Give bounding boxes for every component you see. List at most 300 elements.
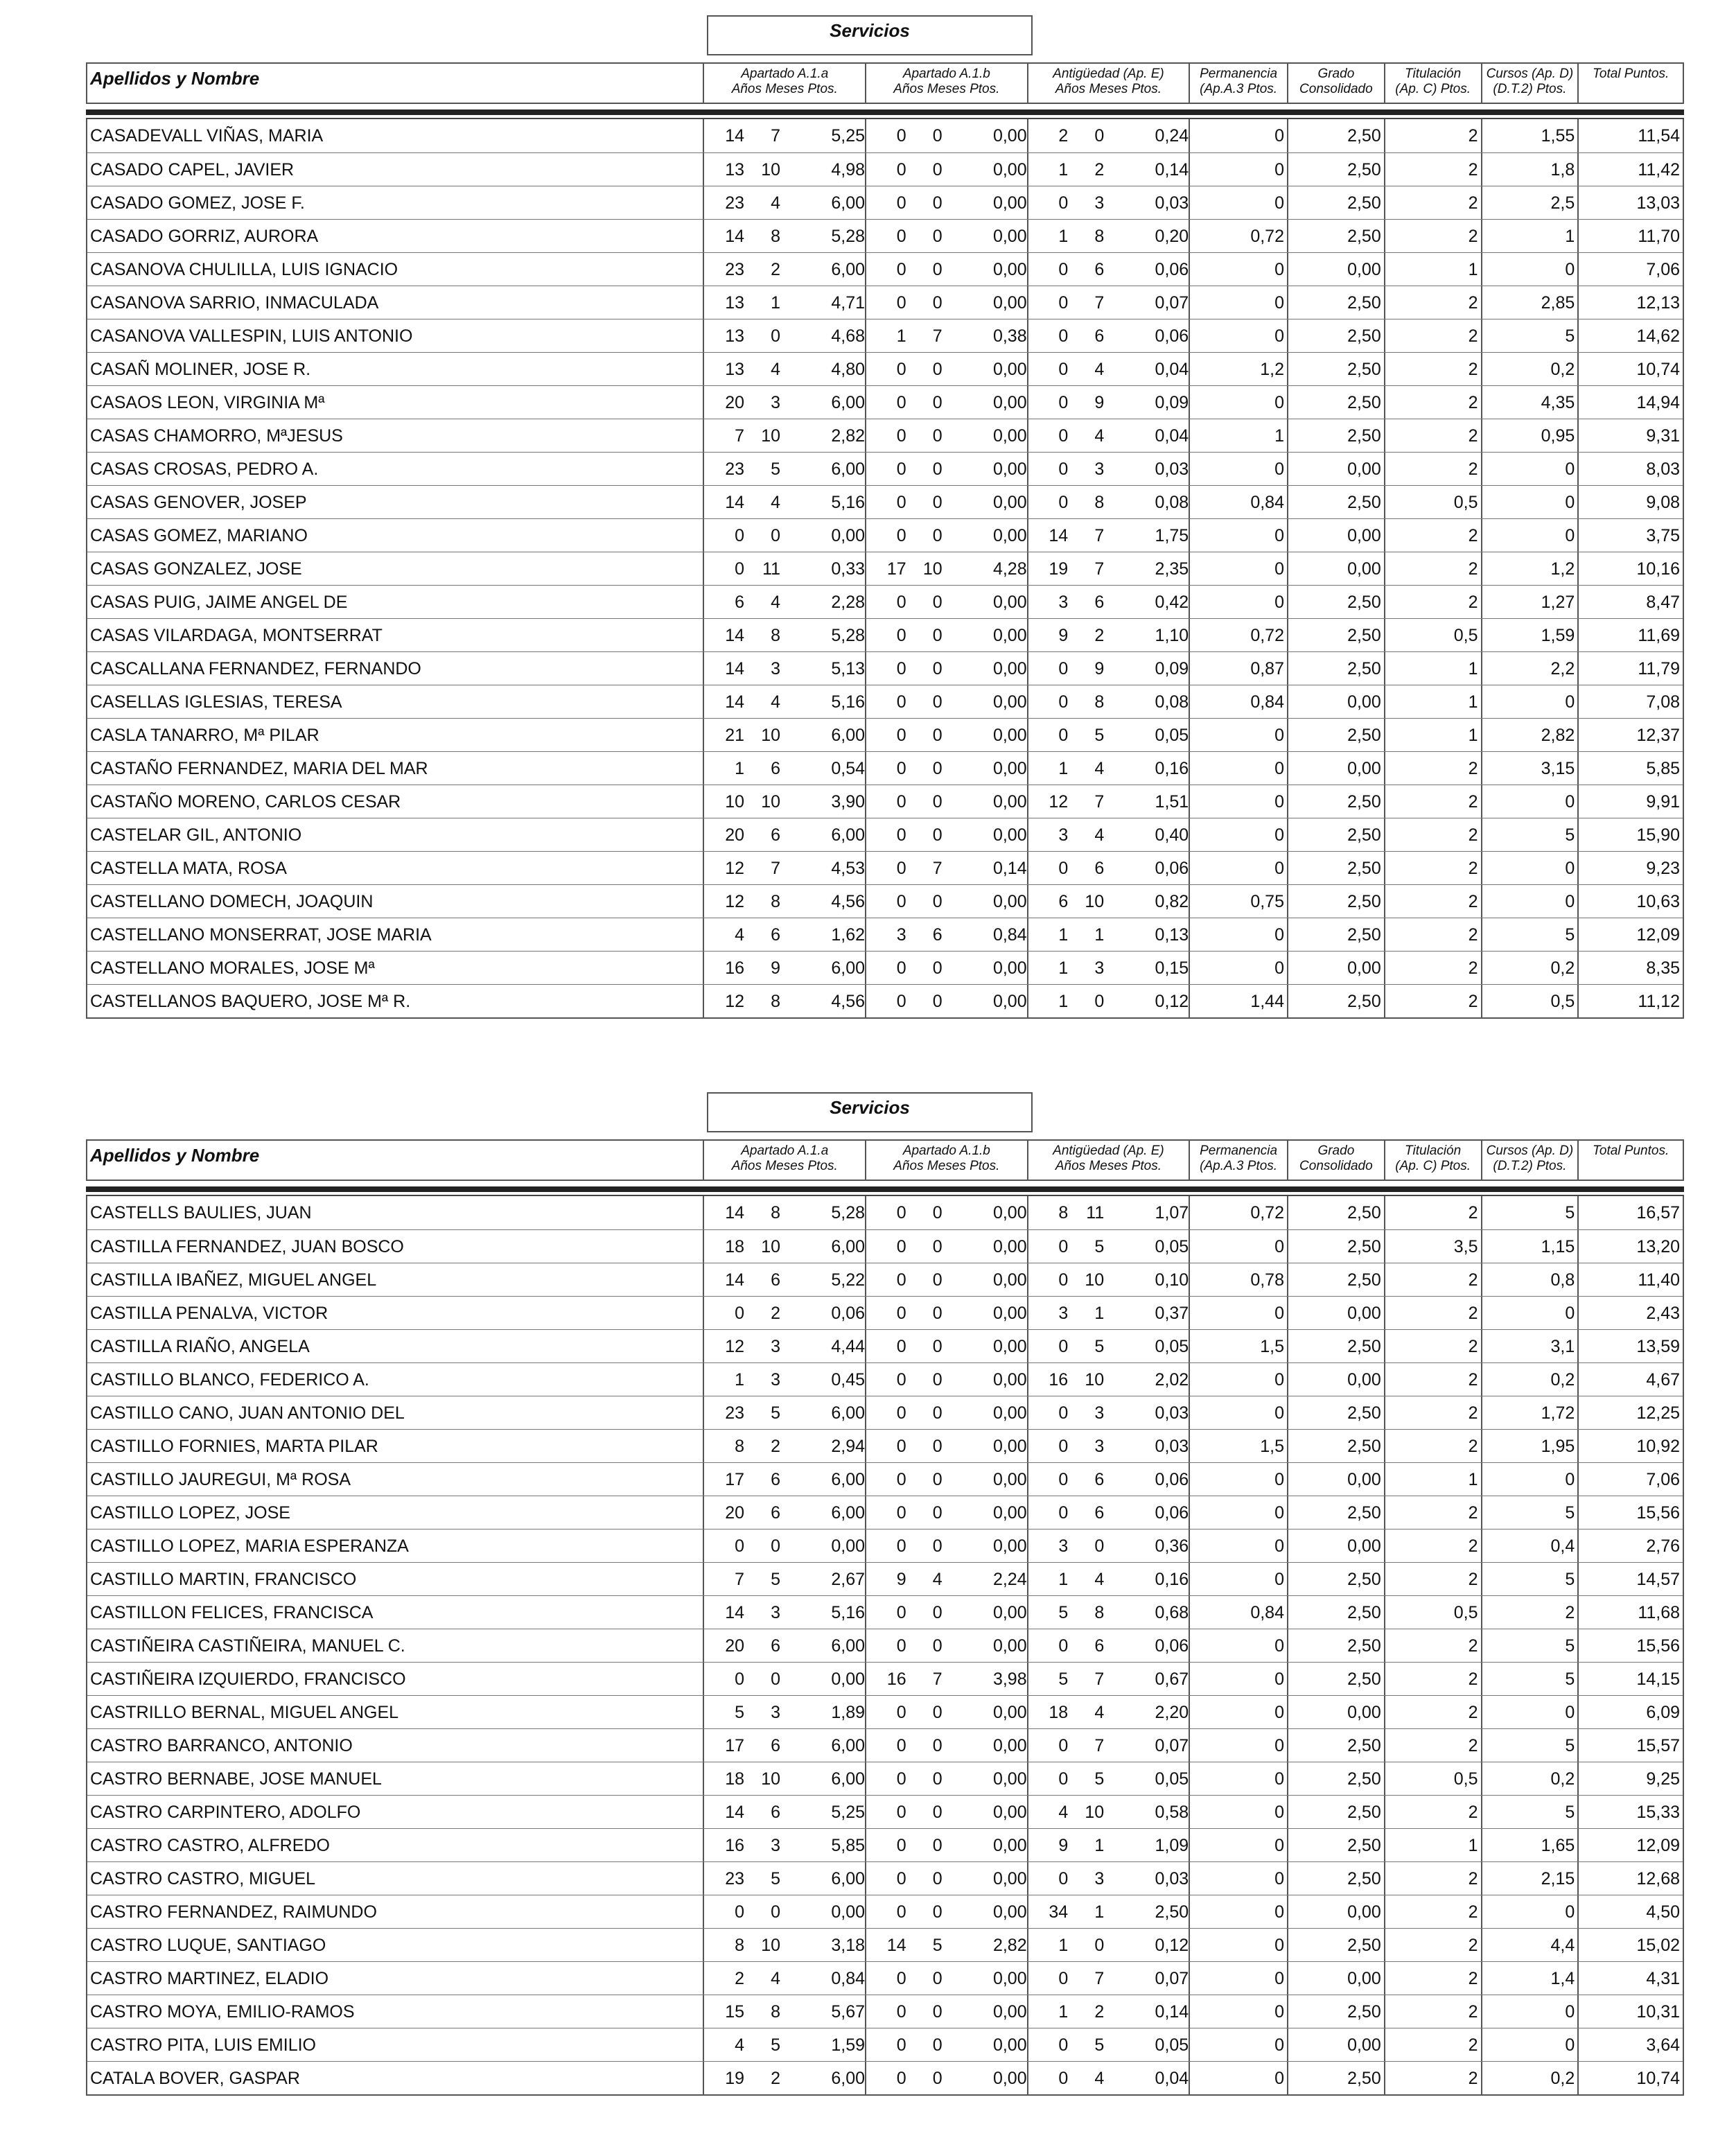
apartado-a1b-cell-ptos: 2,24 xyxy=(992,1569,1027,1589)
antiguedad-cell xyxy=(1028,918,1191,951)
apartado-a1a-cell-meses: 7 xyxy=(771,858,781,878)
cursos-cell: 0,95 xyxy=(1482,419,1579,452)
table-row xyxy=(87,385,1683,419)
antiguedad-cell xyxy=(1028,186,1191,219)
apartado-a1a-cell-anos: 8 xyxy=(735,1436,745,1456)
apartado-a1b-cell xyxy=(866,619,1028,651)
grado-cell: 2,50 xyxy=(1288,220,1385,252)
apartado-a1b-cell-anos: 0 xyxy=(896,1536,906,1556)
grado-cell: 2,50 xyxy=(1288,319,1385,352)
cursos-cell: 1,4 xyxy=(1482,1962,1579,1995)
antiguedad-cell-meses: 6 xyxy=(1094,858,1105,878)
antiguedad-cell-anos: 0 xyxy=(1058,392,1069,412)
apartado-a1a-cell xyxy=(704,1829,866,1861)
apartado-a1a-cell xyxy=(704,552,866,585)
total-cell: 4,50 xyxy=(1646,1902,1681,1922)
titulacion-cell: 2 xyxy=(1385,319,1482,352)
apartado-a1a-cell-ptos: 0,00 xyxy=(831,1669,866,1689)
apartado-a1a-cell-meses: 6 xyxy=(771,1636,781,1656)
antiguedad-cell-meses: 1 xyxy=(1094,1835,1105,1855)
antiguedad-cell-anos: 3 xyxy=(1058,1303,1069,1323)
apartado-a1b-cell xyxy=(866,652,1028,685)
table-row xyxy=(87,552,1683,585)
apartado-a1a-cell-meses: 8 xyxy=(771,1203,781,1222)
cursos-cell: 5 xyxy=(1482,818,1579,851)
grado-cell: 2,50 xyxy=(1288,1230,1385,1263)
apartado-a1a-cell-ptos: 0,06 xyxy=(831,1303,866,1323)
apartado-a1b-cell-ptos: 3,98 xyxy=(992,1669,1027,1689)
apartado-a1b-cell-anos: 0 xyxy=(896,426,906,446)
apartado-a1b-cell-ptos: 0,00 xyxy=(992,592,1027,612)
total-cell: 13,59 xyxy=(1636,1336,1681,1356)
apartado-a1a-cell xyxy=(704,1430,866,1462)
apartado-a1b-cell-meses: 0 xyxy=(932,1902,943,1922)
table-row xyxy=(87,1728,1683,1762)
apartado-a1a-cell-meses: 6 xyxy=(771,1802,781,1822)
table-row xyxy=(87,851,1683,884)
apartado-a1a-cell-ptos: 6,00 xyxy=(831,392,866,412)
total-cell: 9,08 xyxy=(1646,492,1681,512)
antiguedad-cell-meses: 3 xyxy=(1094,958,1105,978)
apartado-a1a-cell-anos: 13 xyxy=(725,292,745,313)
apartado-a1a-cell-meses: 9 xyxy=(771,958,781,978)
table-row xyxy=(87,1529,1683,1562)
name-cell: CASTILLA RIAÑO, ANGELA xyxy=(87,1330,704,1362)
antiguedad-cell-anos: 16 xyxy=(1049,1369,1069,1390)
grado-cell: 2,50 xyxy=(1288,1829,1385,1861)
total-cell: 7,08 xyxy=(1646,692,1681,712)
apartado-a1a-cell-meses: 5 xyxy=(771,1868,781,1888)
apartado-a1a-cell xyxy=(704,1696,866,1728)
table-row xyxy=(87,1629,1683,1662)
cursos-cell: 5 xyxy=(1482,1629,1579,1662)
cursos-cell: 1,72 xyxy=(1482,1396,1579,1429)
grado-cell: 2,50 xyxy=(1288,1263,1385,1296)
apartado-a1b-cell-meses: 0 xyxy=(932,1868,943,1888)
titulacion-cell: 1 xyxy=(1385,1463,1482,1496)
antiguedad-cell xyxy=(1028,1263,1191,1296)
antiguedad-cell-meses: 0 xyxy=(1094,1536,1105,1556)
name-cell: CASAÑ MOLINER, JOSE R. xyxy=(87,353,704,385)
apartado-a1a-cell-ptos: 0,84 xyxy=(831,1968,866,1988)
apartado-a1b-cell-meses: 0 xyxy=(932,658,943,678)
apartado-a1a-cell-anos: 20 xyxy=(725,392,745,412)
apartado-a1b-cell-meses: 7 xyxy=(932,858,943,878)
table-row xyxy=(87,219,1683,252)
table-row xyxy=(87,1762,1683,1795)
antiguedad-cell-anos: 1 xyxy=(1058,226,1069,246)
apartado-a1a-cell xyxy=(704,586,866,618)
apartado-a1b-cell-meses: 0 xyxy=(932,1968,943,1988)
name-cell: CASTRILLO BERNAL, MIGUEL ANGEL xyxy=(87,1696,704,1728)
header-titulacion: Titulación (Ap. C) Ptos. xyxy=(1385,1141,1482,1180)
name-cell: CASTELLA MATA, ROSA xyxy=(87,852,704,884)
titulacion-cell: 2 xyxy=(1385,1962,1482,1995)
apartado-a1a-cell-anos: 14 xyxy=(725,625,745,645)
grado-cell: 2,50 xyxy=(1288,1796,1385,1828)
apartado-a1b-cell-ptos: 0,00 xyxy=(992,1336,1027,1356)
total-cell: 7,06 xyxy=(1646,1469,1681,1489)
antiguedad-cell-meses: 8 xyxy=(1094,692,1105,712)
antiguedad-cell-meses: 5 xyxy=(1094,1769,1105,1789)
permanencia-cell: 0 xyxy=(1190,1396,1288,1429)
titulacion-cell: 2 xyxy=(1385,552,1482,585)
antiguedad-cell xyxy=(1028,1629,1191,1662)
apartado-a1a-cell-ptos: 6,00 xyxy=(831,1769,866,1789)
name-cell: CASAS PUIG, JAIME ANGEL DE xyxy=(87,586,704,618)
apartado-a1b-cell-ptos: 4,28 xyxy=(992,559,1027,579)
grado-cell: 0,00 xyxy=(1288,2028,1385,2061)
grado-cell: 0,00 xyxy=(1288,1363,1385,1396)
apartado-a1a-cell xyxy=(704,685,866,718)
antiguedad-cell xyxy=(1028,1330,1191,1362)
antiguedad-cell-anos: 0 xyxy=(1058,193,1069,213)
antiguedad-cell-ptos: 0,09 xyxy=(1155,658,1189,678)
apartado-a1a-cell xyxy=(704,1796,866,1828)
grado-cell: 0,00 xyxy=(1288,1895,1385,1928)
apartado-a1a-cell-ptos: 6,00 xyxy=(831,1403,866,1423)
antiguedad-cell xyxy=(1028,652,1191,685)
name-cell: CASELLAS IGLESIAS, TERESA xyxy=(87,685,704,718)
antiguedad-cell-anos: 0 xyxy=(1058,725,1069,745)
name-cell: CASANOVA SARRIO, INMACULADA xyxy=(87,286,704,319)
apartado-a1a-cell-ptos: 5,28 xyxy=(831,1203,866,1222)
table-row xyxy=(87,1861,1683,1895)
total-cell: 11,68 xyxy=(1638,1602,1681,1622)
apartado-a1a-cell-ptos: 6,00 xyxy=(831,193,866,213)
titulacion-cell: 0,5 xyxy=(1385,619,1482,651)
grado-cell: 2,50 xyxy=(1288,985,1385,1017)
antiguedad-cell xyxy=(1028,719,1191,751)
antiguedad-cell-meses: 10 xyxy=(1085,1802,1105,1822)
antiguedad-cell-anos: 4 xyxy=(1058,1802,1069,1822)
header-permanencia: Permanencia (Ap.A.3 Ptos. xyxy=(1190,1141,1288,1180)
apartado-a1b-cell-anos: 0 xyxy=(896,692,906,712)
apartado-a1b-cell-anos: 0 xyxy=(896,725,906,745)
total-cell: 13,20 xyxy=(1636,1236,1681,1256)
antiguedad-cell-ptos: 0,42 xyxy=(1155,592,1189,612)
apartado-a1b-cell-ptos: 0,00 xyxy=(992,1203,1027,1222)
permanencia-cell: 0 xyxy=(1190,186,1288,219)
grado-cell: 2,50 xyxy=(1288,619,1385,651)
apartado-a1b-cell xyxy=(866,1297,1028,1329)
antiguedad-cell-anos: 0 xyxy=(1058,259,1069,279)
table-row xyxy=(87,685,1683,718)
apartado-a1b-cell-meses: 0 xyxy=(932,259,943,279)
permanencia-cell: 0 xyxy=(1190,586,1288,618)
apartado-a1b-cell xyxy=(866,1330,1028,1362)
header-grado: Grado Consolidado xyxy=(1288,1141,1385,1180)
antiguedad-cell xyxy=(1028,386,1191,419)
antiguedad-cell xyxy=(1028,1663,1191,1695)
apartado-a1b-cell-meses: 0 xyxy=(932,359,943,379)
apartado-a1a-cell-ptos: 4,68 xyxy=(831,326,866,346)
apartado-a1b-cell-meses: 0 xyxy=(932,958,943,978)
apartado-a1b-cell xyxy=(866,1563,1028,1595)
grado-cell: 2,50 xyxy=(1288,1729,1385,1762)
grado-cell: 2,50 xyxy=(1288,1663,1385,1695)
apartado-a1b-cell xyxy=(866,1796,1028,1828)
table-row xyxy=(87,1196,1683,1229)
antiguedad-cell-ptos: 1,75 xyxy=(1155,525,1189,545)
antiguedad-cell xyxy=(1028,1829,1191,1861)
total-cell: 12,25 xyxy=(1636,1403,1681,1423)
apartado-a1b-cell-ptos: 0,00 xyxy=(992,1502,1027,1523)
permanencia-cell: 0 xyxy=(1190,918,1288,951)
apartado-a1b-cell-ptos: 0,00 xyxy=(992,825,1027,845)
apartado-a1b-cell-anos: 0 xyxy=(896,459,906,479)
antiguedad-cell-anos: 1 xyxy=(1058,991,1069,1011)
apartado-a1a-cell-anos: 23 xyxy=(725,259,745,279)
apartado-a1b-cell-meses: 0 xyxy=(932,1270,943,1290)
antiguedad-cell-ptos: 1,51 xyxy=(1155,791,1189,812)
table-row xyxy=(87,1462,1683,1496)
apartado-a1a-cell-anos: 0 xyxy=(735,1536,745,1556)
apartado-a1a-cell-anos: 0 xyxy=(735,1303,745,1323)
apartado-a1a-cell-meses: 2 xyxy=(771,1303,781,1323)
apartado-a1a-cell xyxy=(704,1596,866,1629)
apartado-a1a-cell xyxy=(704,1962,866,1995)
titulacion-cell: 2 xyxy=(1385,519,1482,552)
apartado-a1a-cell xyxy=(704,1862,866,1895)
apartado-a1a-cell-ptos: 2,67 xyxy=(831,1569,866,1589)
header-divider xyxy=(86,109,1684,115)
apartado-a1a-cell-ptos: 0,00 xyxy=(831,1902,866,1922)
antiguedad-cell-ptos: 0,03 xyxy=(1155,1436,1189,1456)
apartado-a1a-cell-meses: 5 xyxy=(771,2035,781,2055)
titulacion-cell: 2 xyxy=(1385,918,1482,951)
antiguedad-cell xyxy=(1028,419,1191,452)
table-row xyxy=(87,1995,1683,2028)
apartado-a1a-cell-meses: 5 xyxy=(771,1569,781,1589)
name-cell: CASTILLA FERNANDEZ, JUAN BOSCO xyxy=(87,1230,704,1263)
apartado-a1b-cell-meses: 0 xyxy=(932,1369,943,1390)
antiguedad-cell xyxy=(1028,1929,1191,1961)
apartado-a1b-cell xyxy=(866,952,1028,984)
cursos-cell: 4,35 xyxy=(1482,386,1579,419)
apartado-a1b-cell-anos: 0 xyxy=(896,1369,906,1390)
table-row xyxy=(87,1263,1683,1296)
antiguedad-cell-ptos: 0,05 xyxy=(1155,1336,1189,1356)
apartado-a1b-cell xyxy=(866,552,1028,585)
apartado-a1b-cell xyxy=(866,1496,1028,1529)
apartado-a1b-cell-ptos: 0,00 xyxy=(992,891,1027,911)
apartado-a1a-cell-anos: 23 xyxy=(725,459,745,479)
apartado-a1b-cell-ptos: 0,00 xyxy=(992,292,1027,313)
cursos-cell: 5 xyxy=(1482,319,1579,352)
grado-cell: 0,00 xyxy=(1288,253,1385,286)
cursos-cell: 0 xyxy=(1482,2028,1579,2061)
total-cell: 10,31 xyxy=(1636,2001,1681,2022)
antiguedad-cell-anos: 0 xyxy=(1058,858,1069,878)
name-cell: CASTRO CASTRO, MIGUEL xyxy=(87,1862,704,1895)
apartado-a1b-cell xyxy=(866,186,1028,219)
apartado-a1b-cell xyxy=(866,1196,1028,1229)
apartado-a1a-cell-meses: 0 xyxy=(771,326,781,346)
antiguedad-cell-meses: 9 xyxy=(1094,658,1105,678)
cursos-cell: 2,5 xyxy=(1482,186,1579,219)
apartado-a1a-cell-ptos: 5,16 xyxy=(831,492,866,512)
apartado-a1a-cell-meses: 4 xyxy=(771,359,781,379)
total-cell: 9,25 xyxy=(1646,1769,1681,1789)
apartado-a1b-cell-meses: 0 xyxy=(932,1469,943,1489)
apartado-a1b-cell-anos: 0 xyxy=(896,1203,906,1222)
antiguedad-cell-meses: 3 xyxy=(1094,459,1105,479)
table-row xyxy=(87,1229,1683,1263)
antiguedad-cell-meses: 6 xyxy=(1094,326,1105,346)
apartado-a1b-cell-anos: 1 xyxy=(896,326,906,346)
apartado-a1b-cell-ptos: 0,00 xyxy=(992,1902,1027,1922)
antiguedad-cell-anos: 0 xyxy=(1058,292,1069,313)
grado-cell: 0,00 xyxy=(1288,1530,1385,1562)
total-cell: 10,74 xyxy=(1636,359,1681,379)
apartado-a1a-cell-meses: 0 xyxy=(771,1536,781,1556)
cursos-cell: 2,2 xyxy=(1482,652,1579,685)
grado-cell: 2,50 xyxy=(1288,1563,1385,1595)
apartado-a1b-cell xyxy=(866,286,1028,319)
total-cell: 3,75 xyxy=(1646,525,1681,545)
table-body xyxy=(86,1196,1684,2096)
apartado-a1a-cell-meses: 10 xyxy=(761,1769,781,1789)
apartado-a1a-cell xyxy=(704,286,866,319)
grado-cell: 0,00 xyxy=(1288,752,1385,785)
apartado-a1a-cell-ptos: 1,62 xyxy=(831,924,866,945)
antiguedad-cell-meses: 11 xyxy=(1086,1203,1105,1222)
apartado-a1a-cell-meses: 4 xyxy=(771,492,781,512)
apartado-a1b-cell-anos: 0 xyxy=(896,1236,906,1256)
apartado-a1a-cell-anos: 0 xyxy=(735,1902,745,1922)
apartado-a1b-cell-anos: 0 xyxy=(896,2035,906,2055)
grado-cell: 0,00 xyxy=(1288,685,1385,718)
cursos-cell: 1,8 xyxy=(1482,153,1579,186)
apartado-a1b-cell-ptos: 0,00 xyxy=(992,1868,1027,1888)
antiguedad-cell-anos: 0 xyxy=(1058,359,1069,379)
apartado-a1a-cell-ptos: 0,00 xyxy=(831,1536,866,1556)
grado-cell: 0,00 xyxy=(1288,1463,1385,1496)
apartado-a1b-cell-ptos: 0,00 xyxy=(992,392,1027,412)
antiguedad-cell-ptos: 0,36 xyxy=(1155,1536,1189,1556)
apartado-a1b-cell xyxy=(866,1230,1028,1263)
table-row xyxy=(87,918,1683,951)
grado-cell: 2,50 xyxy=(1288,586,1385,618)
cursos-cell: 0 xyxy=(1482,453,1579,485)
apartado-a1a-cell-anos: 12 xyxy=(725,991,745,1011)
apartado-a1a-cell-meses: 6 xyxy=(771,1270,781,1290)
grado-cell: 2,50 xyxy=(1288,2062,1385,2094)
apartado-a1b-cell-meses: 0 xyxy=(932,2068,943,2088)
cursos-cell: 0 xyxy=(1482,1297,1579,1329)
table-row xyxy=(87,518,1683,552)
total-cell: 16,57 xyxy=(1636,1203,1681,1222)
apartado-a1a-cell-anos: 14 xyxy=(725,658,745,678)
permanencia-cell: 0 xyxy=(1190,119,1288,152)
apartado-a1a-cell xyxy=(704,1263,866,1296)
cursos-cell: 0,5 xyxy=(1482,985,1579,1017)
apartado-a1a-cell-anos: 16 xyxy=(725,1835,745,1855)
apartado-a1b-cell-ptos: 0,00 xyxy=(992,1735,1027,1755)
antiguedad-cell xyxy=(1028,1230,1191,1263)
total-cell: 7,06 xyxy=(1646,259,1681,279)
antiguedad-cell-ptos: 0,82 xyxy=(1155,891,1189,911)
total-cell: 2,76 xyxy=(1646,1536,1681,1556)
table-row xyxy=(87,1496,1683,1529)
apartado-a1b-cell-ptos: 0,00 xyxy=(992,1436,1027,1456)
table-row xyxy=(87,1795,1683,1828)
apartado-a1a-cell-ptos: 0,33 xyxy=(831,559,866,579)
cursos-cell: 0 xyxy=(1482,1895,1579,1928)
apartado-a1b-cell-ptos: 0,00 xyxy=(992,1270,1027,1290)
antiguedad-cell-meses: 10 xyxy=(1085,1270,1105,1290)
total-cell: 9,91 xyxy=(1646,791,1681,812)
titulacion-cell: 2 xyxy=(1385,2062,1482,2094)
antiguedad-cell-ptos: 0,14 xyxy=(1155,2001,1189,2022)
titulacion-cell: 2 xyxy=(1385,1929,1482,1961)
name-cell: CASTILLA IBAÑEZ, MIGUEL ANGEL xyxy=(87,1263,704,1296)
apartado-a1a-cell xyxy=(704,652,866,685)
table-row xyxy=(87,419,1683,452)
apartado-a1b-cell-meses: 0 xyxy=(932,1735,943,1755)
header-apartado-a1b: Apartado A.1.b Años Meses Ptos. xyxy=(866,1141,1028,1180)
apartado-a1a-cell-anos: 6 xyxy=(735,592,745,612)
permanencia-cell: 0 xyxy=(1190,1363,1288,1396)
antiguedad-cell xyxy=(1028,319,1191,352)
permanencia-cell: 0 xyxy=(1190,1496,1288,1529)
apartado-a1b-cell-anos: 0 xyxy=(896,126,906,146)
cursos-cell: 1,55 xyxy=(1482,119,1579,152)
grado-cell: 0,00 xyxy=(1288,453,1385,485)
apartado-a1b-cell xyxy=(866,885,1028,918)
apartado-a1a-cell xyxy=(704,918,866,951)
apartado-a1a-cell-anos: 20 xyxy=(725,1502,745,1523)
apartado-a1b-cell-anos: 0 xyxy=(896,2001,906,2022)
antiguedad-cell-meses: 6 xyxy=(1094,592,1105,612)
grado-cell: 2,50 xyxy=(1288,1862,1385,1895)
apartado-a1a-cell-anos: 4 xyxy=(735,2035,745,2055)
antiguedad-cell-ptos: 0,04 xyxy=(1155,426,1189,446)
apartado-a1a-cell xyxy=(704,1297,866,1329)
apartado-a1a-cell-ptos: 5,25 xyxy=(831,126,866,146)
apartado-a1a-cell xyxy=(704,1396,866,1429)
antiguedad-cell xyxy=(1028,453,1191,485)
antiguedad-cell-anos: 0 xyxy=(1058,326,1069,346)
apartado-a1a-cell xyxy=(704,153,866,186)
name-cell: CASANOVA CHULILLA, LUIS IGNACIO xyxy=(87,253,704,286)
name-cell: CASAS CHAMORRO, MªJESUS xyxy=(87,419,704,452)
antiguedad-cell xyxy=(1028,2062,1191,2094)
antiguedad-cell xyxy=(1028,1729,1191,1762)
apartado-a1a-cell-ptos: 5,13 xyxy=(831,658,866,678)
table-row xyxy=(87,1662,1683,1695)
apartado-a1b-cell-anos: 0 xyxy=(896,592,906,612)
servicios-group-header: Servicios xyxy=(707,1092,1033,1132)
apartado-a1a-cell xyxy=(704,1929,866,1961)
apartado-a1a-cell-meses: 10 xyxy=(761,725,781,745)
antiguedad-cell-ptos: 0,04 xyxy=(1155,359,1189,379)
name-cell: CASTILLO BLANCO, FEDERICO A. xyxy=(87,1363,704,1396)
apartado-a1b-cell-meses: 0 xyxy=(932,1336,943,1356)
antiguedad-cell-meses: 2 xyxy=(1094,2001,1105,2022)
table-row xyxy=(87,319,1683,352)
antiguedad-cell-meses: 4 xyxy=(1094,825,1105,845)
titulacion-cell: 2 xyxy=(1385,1663,1482,1695)
antiguedad-cell-meses: 0 xyxy=(1094,991,1105,1011)
apartado-a1a-cell xyxy=(704,1363,866,1396)
apartado-a1b-cell xyxy=(866,353,1028,385)
apartado-a1a-cell-anos: 12 xyxy=(725,891,745,911)
apartado-a1a-cell-ptos: 4,98 xyxy=(831,159,866,179)
name-cell: CASTELLS BAULIES, JUAN xyxy=(87,1196,704,1229)
antiguedad-cell-meses: 7 xyxy=(1094,292,1105,313)
